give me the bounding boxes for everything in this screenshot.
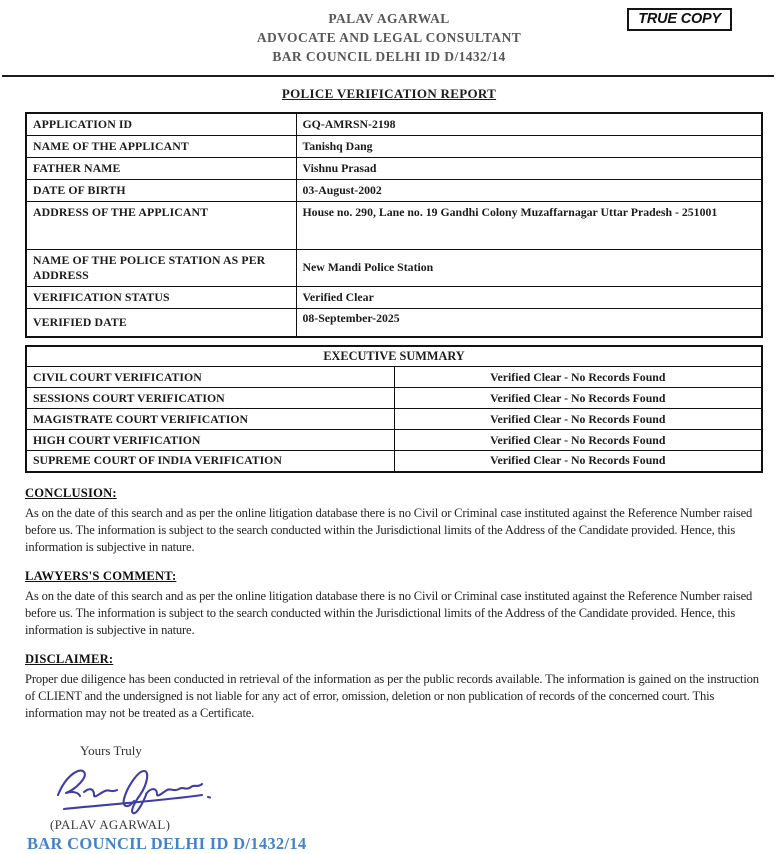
field-label: SUPREME COURT OF INDIA VERIFICATION <box>26 451 394 472</box>
table-row <box>26 249 762 286</box>
disclaimer-body: Proper due diligence has been conducted in retrieval of the information as per the public records available. The information is gained on the instruction of CLIENT and the undersigned is not liable for any act of error, omission, deletion or non publication of records of the concerned court. This information may not be treated as a Certificate. <box>25 671 759 720</box>
true-copy-stamp: TRUE COPY <box>627 8 732 31</box>
field-value: 08-September-2025 <box>296 308 762 337</box>
field-value: 03-August-2002 <box>296 179 762 201</box>
field-value: Verified Clear - No Records Found <box>394 409 762 430</box>
lawyers-comment-body: As on the date of this search and as per the online litigation database there is no Civil or Criminal case instituted against the Reference Number raised before us. The information is subject to the search conducted within the Jurisdictional limits of the Address of the Candidate provided. Hence, this information is subjective in nature. <box>25 588 753 637</box>
table-row <box>26 367 762 388</box>
table-row <box>26 451 762 472</box>
table-row <box>26 179 762 201</box>
field-label: SESSIONS COURT VERIFICATION <box>26 388 394 409</box>
table-header-row <box>26 346 762 367</box>
field-value: Verified Clear - No Records Found <box>394 367 762 388</box>
disclaimer-heading: DISCLAIMER: <box>25 651 114 666</box>
field-value: Verified Clear - No Records Found <box>394 388 762 409</box>
field-value: House no. 290, Lane no. 19 Gandhi Colony Muzaffarnagar Uttar Pradesh - 251001 <box>296 201 762 249</box>
field-label: NAME OF THE POLICE STATION AS PER ADDRESS <box>26 249 296 286</box>
executive-summary-table <box>25 345 763 473</box>
table-row <box>26 409 762 430</box>
conclusion-body: As on the date of this search and as per the online litigation database there is no Civil or Criminal case instituted against the Reference Number raised before us. The information is subject to the search conducted within the Jurisdictional limits of the Address of the Candidate provided. Hence, this information is subjective in nature. <box>25 505 753 554</box>
field-label: MAGISTRATE COURT VERIFICATION <box>26 409 394 430</box>
signature-bar-council-id: BAR COUNCIL DELHI ID D/1432/14 <box>27 833 307 853</box>
table-row <box>26 113 762 135</box>
table-row <box>26 430 762 451</box>
letterhead-bar-id: BAR COUNCIL DELHI ID D/1432/14 <box>272 49 506 64</box>
applicant-info-table <box>25 112 763 338</box>
lawyers-comment-heading: LAWYERS'S COMMENT: <box>25 568 177 583</box>
table-row <box>26 308 762 337</box>
field-value: Verified Clear - No Records Found <box>394 430 762 451</box>
field-label: VERIFIED DATE <box>26 308 296 337</box>
field-label: DATE OF BIRTH <box>26 179 296 201</box>
field-label: CIVIL COURT VERIFICATION <box>26 367 394 388</box>
executive-summary-title: EXECUTIVE SUMMARY <box>26 346 762 367</box>
table-row <box>26 157 762 179</box>
field-value: GQ-AMRSN-2198 <box>296 113 762 135</box>
letterhead-title: ADVOCATE AND LEGAL CONSULTANT <box>256 30 522 45</box>
header-divider <box>2 75 774 77</box>
table-row <box>26 286 762 308</box>
closing-line: Yours Truly <box>80 742 142 758</box>
signatory-name: (PALAV AGARWAL) <box>50 816 171 832</box>
table-row <box>26 388 762 409</box>
report-title: POLICE VERIFICATION REPORT <box>281 86 497 101</box>
field-value: Verified Clear - No Records Found <box>394 451 762 472</box>
field-label: NAME OF THE APPLICANT <box>26 135 296 157</box>
field-label: VERIFICATION STATUS <box>26 286 296 308</box>
table-row <box>26 135 762 157</box>
signature-scribble-icon <box>50 761 225 817</box>
field-label: APPLICATION ID <box>26 113 296 135</box>
signature <box>50 761 778 817</box>
lawyers-comment-section <box>25 569 758 639</box>
conclusion-heading: CONCLUSION: <box>25 485 117 500</box>
field-value: Vishnu Prasad <box>296 157 762 179</box>
field-value: New Mandi Police Station <box>296 249 762 286</box>
field-value: Tanishq Dang <box>296 135 762 157</box>
table-row <box>26 201 762 249</box>
field-label: FATHER NAME <box>26 157 296 179</box>
disclaimer-section <box>25 652 758 722</box>
field-label: ADDRESS OF THE APPLICANT <box>26 201 296 249</box>
field-label: HIGH COURT VERIFICATION <box>26 430 394 451</box>
letterhead-name: PALAV AGARWAL <box>328 11 450 26</box>
field-value: Verified Clear <box>296 286 762 308</box>
conclusion-section <box>25 486 758 556</box>
